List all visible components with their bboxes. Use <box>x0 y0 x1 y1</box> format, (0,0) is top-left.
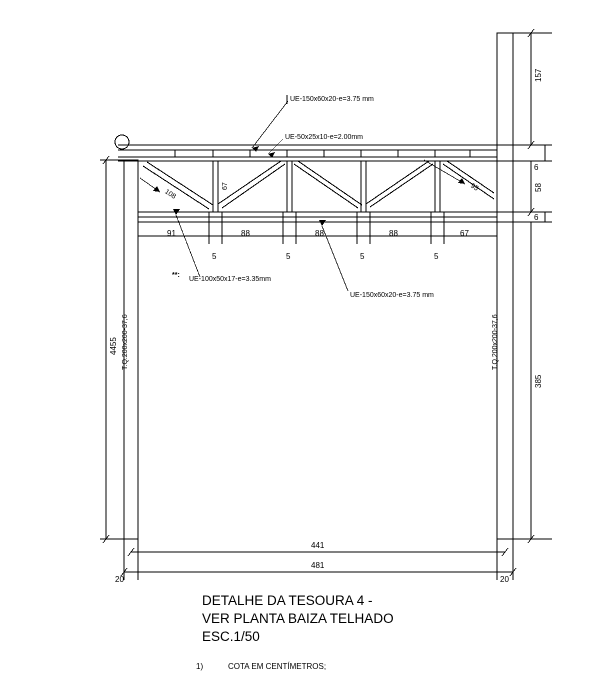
dim-joint-4: 5 <box>434 252 439 261</box>
dim-right-offset: 20 <box>500 575 509 584</box>
callout-top-purlin: UE-150x60x20-e=3.75 mm <box>290 96 374 103</box>
dim-right-seg2: 58 <box>534 183 543 192</box>
note-index: 1) <box>196 662 204 671</box>
title-line-1: DETALHE DA TESOURA 4 - <box>202 593 373 608</box>
purlin-ticks <box>175 150 470 157</box>
member-label-left-vertical: 67 <box>222 182 229 190</box>
right-column <box>497 33 513 539</box>
dim-joint-1: 5 <box>212 252 217 261</box>
dim-joint-3: 5 <box>360 252 365 261</box>
dim-panel-3: 88 <box>315 229 324 238</box>
dim-joint-2: 5 <box>286 252 291 261</box>
dim-panel-1: 91 <box>167 229 176 238</box>
callout-diagonal-prefix: **: <box>172 272 180 279</box>
callout-upper-chord: UE-50x25x10-e=2.00mm <box>285 134 364 141</box>
dim-right-seg1: 6 <box>534 163 539 172</box>
callout-diagonal-member: UE-100x50x17-e=3.35mm <box>189 276 271 283</box>
dim-panel-5: 67 <box>460 229 469 238</box>
title-line-2: VER PLANTA BAIZA TELHADO <box>202 611 394 626</box>
left-column-label: T.Q.200x200-37,6 <box>122 314 129 370</box>
right-column-label: T.Q.200x200-37,6 <box>492 314 499 370</box>
dim-right-lower: 385 <box>534 374 543 388</box>
dim-right-top: 157 <box>534 68 543 82</box>
left-bearing-node <box>115 135 129 149</box>
member-label-left-diagonal: 108 <box>163 188 177 201</box>
dim-overall: 481 <box>311 561 325 570</box>
dim-left-total: 4455 <box>109 337 118 355</box>
member-label-right-diagonal: 95 <box>468 182 480 193</box>
dim-panel-4: 88 <box>389 229 398 238</box>
dim-panel-2: 88 <box>241 229 250 238</box>
title-line-3: ESC.1/50 <box>202 629 260 644</box>
callout-leaders <box>140 95 465 291</box>
callout-bottom-chord: UE-150x60x20-e=3.75 mm <box>350 292 434 299</box>
dim-right-seg3: 6 <box>534 213 539 222</box>
dim-left-offset: 20 <box>115 575 124 584</box>
note-text: COTA EM CENTÍMETROS; <box>228 662 327 671</box>
dim-span: 441 <box>311 541 325 550</box>
web-diagonals <box>143 161 494 209</box>
